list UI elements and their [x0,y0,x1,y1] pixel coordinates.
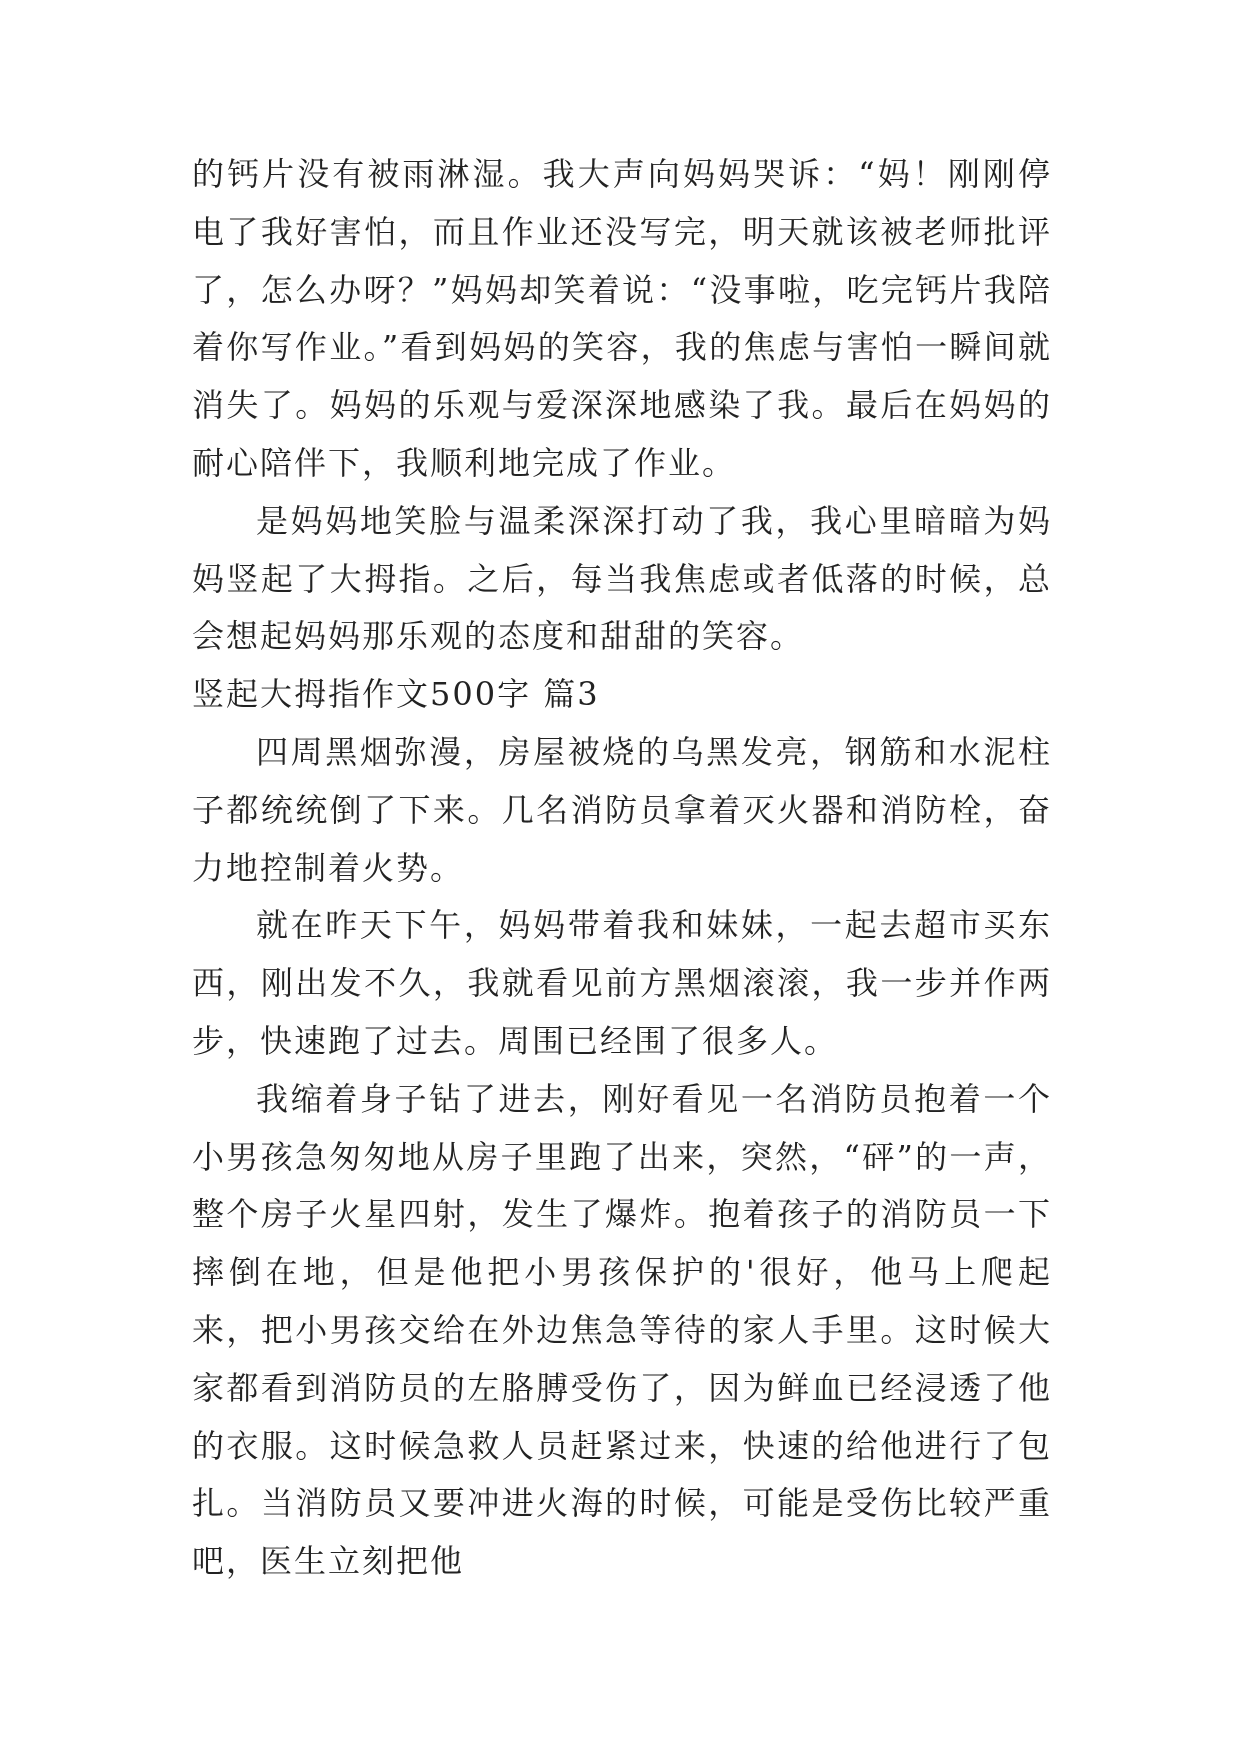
paragraph: 四周黑烟弥漫，房屋被烧的乌黑发亮，钢筋和水泥柱子都统统倒了下来。几名消防员拿着灭火器和消防栓，奋力地控制着火势。 [192,732,1052,887]
paragraph-continued: 的钙片没有被雨淋湿。我大声向妈妈哭诉：“妈！刚刚停电了我好害怕，而且作业还没写完，明天就该被老师批评了，怎么办呀？”妈妈却笑着说：“没事啦，吃完钙片我陪着你写作业。”看到妈妈的笑容，我的焦虑与害怕一瞬间就消失了。妈妈的乐观与爱深深地感染了我。最后在妈妈的耐心陪伴下，我顺利地完成了作业。 [192,155,1052,482]
paragraph: 我缩着身子钻了进去，刚好看见一名消防员抱着一个小男孩急匆匆地从房子里跑了出来，突然，“砰”的一声，整个房子火星四射，发生了爆炸。抱着孩子的消防员一下摔倒在地，但是他把小男孩保护的'很好，他马上爬起来，把小男孩交给在外边焦急等待的家人手里。这时候大家都看到消防员的左胳膊受伤了，因为鲜血已经浸透了他的衣服。这时候急救人员赶紧过来，快速的给他进行了包扎。当消防员又要冲进火海的时候，可能是受伤比较严重吧，医生立刻把他 [192,1079,1052,1581]
paragraph: 就在昨天下午，妈妈带着我和妹妹，一起去超市买东西，刚出发不久，我就看见前方黑烟滚滚，我一步并作两步，快速跑了过去。周围已经围了很多人。 [192,906,1052,1060]
section-heading: 竖起大拇指作文500字 篇3 [192,675,600,714]
document-page [192,146,1052,1591]
paragraph: 是妈妈地笑脸与温柔深深打动了我，我心里暗暗为妈妈竖起了大拇指。之后，每当我焦虑或者低落的时候，总会想起妈妈那乐观的态度和甜甜的笑容。 [192,501,1052,656]
